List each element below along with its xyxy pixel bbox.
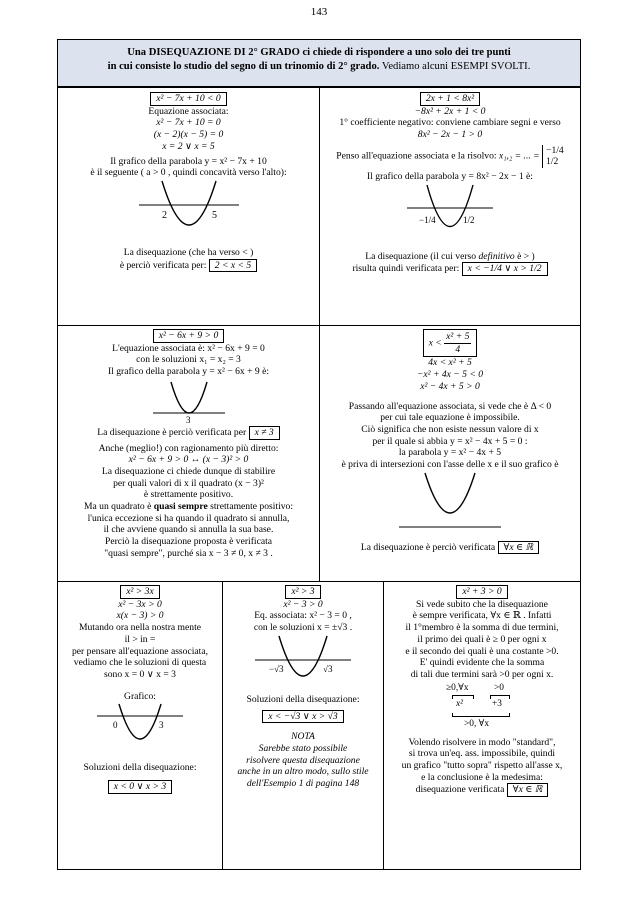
ex7-line: e la conclusione è la medesima: bbox=[421, 771, 543, 783]
ex7-line: Volendo risolvere in modo "standard", bbox=[408, 736, 556, 748]
ex6-note-line: anche in un altro modo, sullo stile bbox=[237, 766, 369, 778]
examples-grid bbox=[57, 87, 581, 870]
ex3-line: L'equazione associata è: x² − 6x + 9 = 0 bbox=[112, 342, 265, 354]
ex2-conclusion: risulta quindi verificata per: x < −1/4 ∨ x > 1/2 bbox=[320, 262, 580, 276]
ex2-solution: x < −1/4 ∨ x > 1/2 bbox=[462, 262, 548, 276]
ex7-line: un grafico "tutto sopra" rispetto all'asse x, bbox=[401, 760, 563, 772]
example-7 bbox=[384, 585, 580, 869]
ex4-solution: ∀x ∈ ℝ bbox=[498, 541, 540, 555]
ex3-line: x² − 6x + 9 > 0 ↔ (x − 3)² > 0 bbox=[128, 454, 249, 466]
ex4-line: per cui tale equazione è impossibile. bbox=[380, 412, 520, 424]
ex5-line: Soluzioni della disequazione: bbox=[83, 762, 197, 774]
ex2-roots-line: Penso all'equazione associata e la risolvo: x₁,₂ = ... = −1/4 1/2 bbox=[336, 144, 564, 168]
ex6-line: Eq. associata: x² − 3 = 0 , bbox=[254, 610, 352, 622]
example-1 bbox=[58, 92, 319, 324]
ex4-line: −x² + 4x − 5 < 0 bbox=[416, 369, 484, 381]
ex5-line: per pensare all'equazione associata, bbox=[72, 645, 208, 657]
ex3-line: Anche (meglio!) con ragionamento più diretto: bbox=[98, 442, 279, 454]
ex6-parabola-graph bbox=[253, 634, 353, 690]
ex6-note-line: dell'Esempio 1 di pagina 148 bbox=[246, 778, 360, 790]
header-banner bbox=[57, 39, 581, 87]
ex2-line: Il grafico della parabola y = 8x² − 2x − 1 è: bbox=[367, 170, 533, 182]
ex2-root-1: −1/4 bbox=[546, 144, 564, 156]
ex3-line: "quasi sempre", purché sia x − 3 ≠ 0, x ≠ 3 . bbox=[104, 547, 273, 559]
example-6 bbox=[223, 585, 383, 869]
ex5-root-a: 0 bbox=[113, 720, 118, 731]
ex4-line: Ciò significa che non esiste nessun valore di x bbox=[361, 423, 539, 435]
ex1-inequality: x² − 7x + 10 < 0 bbox=[150, 92, 226, 106]
ex1-line: Il grafico della parabola y = x² − 7x + 10 bbox=[110, 155, 267, 167]
ex5-line: x² − 3x > 0 bbox=[118, 598, 162, 610]
ex5-root-b: 3 bbox=[159, 720, 164, 731]
page-number: 143 bbox=[310, 6, 328, 18]
ex3-parabola-graph bbox=[149, 378, 229, 424]
example-2 bbox=[320, 92, 580, 324]
ex4-inequality: x < $\frac{\text{x² + 5}}{4}$ bbox=[423, 329, 478, 357]
ex3-line: per quali valori di x il quadrato (x − 3)² bbox=[113, 477, 264, 489]
ex1-line: La disequazione (che ha verso < ) bbox=[123, 246, 254, 258]
ex4-line: Passando all'equazione associata, si vede che è Δ < 0 bbox=[348, 400, 552, 412]
ex4-line: la parabola y = x² − 4x + 5 bbox=[398, 447, 502, 459]
ex7-line: Si vede subito che la disequazione bbox=[416, 598, 548, 610]
ex4-line: x² − 4x + 5 > 0 bbox=[420, 380, 480, 392]
ex6-line: Soluzioni della disequazione: bbox=[246, 693, 360, 705]
ex6-line: x² − 3 > 0 bbox=[283, 598, 323, 610]
ex2-line: 1° coefficiente negativo: conviene cambiare segni e verso bbox=[339, 117, 561, 129]
ex1-line: (x − 2)(x − 5) = 0 bbox=[153, 129, 224, 141]
ex7-underbrace-diagram: ≥0,∀x >0 x² +3 >0, ∀x bbox=[442, 683, 522, 735]
ex2-inequality: 2x + 1 < 8x² bbox=[420, 92, 480, 106]
ex5-line: sono x = 0 ∨ x = 3 bbox=[104, 668, 176, 680]
ex1-conclusion: è perciò verificata per: 2 < x < 5 bbox=[58, 259, 319, 273]
ex3-solution: x ≠ 3 bbox=[249, 426, 280, 440]
ex3-line: l'unica eccezione si ha quando il quadrato si annulla, bbox=[87, 512, 290, 524]
ex6-root-b: √3 bbox=[323, 663, 333, 674]
ex3-conclusion: La disequazione è perciò verificata per x ≠ 3 bbox=[58, 426, 319, 440]
ex7-line: il 1°membro è la somma di due termini, bbox=[405, 622, 559, 634]
ex5-line: Grafico: bbox=[124, 690, 156, 702]
ex7-conclusion: disequazione verificata ∀x ∈ ℝ bbox=[384, 783, 580, 797]
example-4 bbox=[320, 329, 580, 580]
ex6-root-a: −√3 bbox=[269, 663, 284, 674]
ex1-solution: 2 < x < 5 bbox=[209, 259, 257, 273]
ex6-note-line: risolvere questa disequazione bbox=[246, 754, 360, 766]
ex5-inequality: x² > 3x bbox=[120, 585, 159, 599]
ex4-conclusion: La disequazione è perciò verificata ∀x ∈ ℝ bbox=[320, 541, 580, 555]
ex2-line: 8x² − 2x − 1 > 0 bbox=[417, 129, 483, 141]
ex1-line: Equazione associata: bbox=[148, 105, 229, 117]
ex4-line: 4x < x² + 5 bbox=[428, 357, 472, 369]
ex1-line: x² − 7x + 10 = 0 bbox=[156, 117, 221, 129]
ex3-line: La disequazione ci chiede dunque di stabilire bbox=[101, 465, 276, 477]
ex2-root-b: 1/2 bbox=[463, 214, 475, 225]
ex3-line: con le soluzioni x₁ = x₂ = 3 bbox=[136, 354, 241, 366]
ex3-line-quasi: Ma un quadrato è quasi sempre strettamente positivo: bbox=[83, 501, 293, 513]
ex2-line: −8x² + 2x + 1 < 0 bbox=[414, 105, 486, 117]
ex6-line: con le soluzioni x = ±√3 . bbox=[253, 622, 353, 634]
ex7-line: il primo dei quali è ≥ 0 per ogni x bbox=[417, 633, 547, 645]
ex1-line: è il seguente ( a > 0 , quindi concavità verso l'alto): bbox=[90, 167, 287, 179]
ex5-line: x(x − 3) > 0 bbox=[116, 610, 164, 622]
ex2-conclusion-1: La disequazione (il cui verso definitivo è > ) bbox=[365, 250, 535, 262]
ex1-root-b: 5 bbox=[211, 209, 217, 221]
ex6-note-line: Sarebbe stato possibile bbox=[258, 742, 348, 754]
header-line-1: Una DISEQUAZIONE DI 2° GRADO ci chiede di rispondere a uno solo dei tre punti bbox=[127, 47, 511, 58]
ex3-line: Perciò la disequazione proposta è verificata bbox=[104, 536, 273, 548]
ex7-line: è sempre verificata, ∀x ∈ ℝ . Infatti bbox=[412, 610, 552, 622]
ex3-line: è strettamente positivo. bbox=[143, 489, 234, 501]
ex6-inequality: x² > 3 bbox=[285, 585, 320, 599]
ex5-line: vediamo che le soluzioni di questa bbox=[73, 657, 207, 669]
ex7-inequality: x² + 3 > 0 bbox=[456, 585, 507, 599]
ex5-parabola-graph bbox=[95, 702, 185, 750]
ex6-solution: x < −√3 ∨ x > √3 bbox=[262, 710, 343, 724]
ex5-line: il > in = bbox=[124, 633, 156, 645]
example-3 bbox=[58, 329, 319, 580]
ex7-line: di tali due termini sarà >0 per ogni x. bbox=[410, 668, 554, 680]
ex2-root-a: −1/4 bbox=[419, 214, 436, 225]
ex4-line: per il quale si abbia y = x² − 4x + 5 = 0 : bbox=[372, 435, 528, 447]
ex2-parabola-graph bbox=[405, 183, 495, 245]
ex1-line: x = 2 ∨ x = 5 bbox=[162, 140, 215, 152]
ex4-line: è priva di intersezioni con l'asse delle x e il suo grafico è bbox=[341, 459, 559, 471]
ex7-line: E' quindi evidente che la somma bbox=[419, 657, 545, 669]
example-5 bbox=[58, 585, 222, 869]
ex7-line: si trova un'eq. ass. impossibile, quindi bbox=[408, 748, 556, 760]
ex3-root: 3 bbox=[185, 414, 190, 424]
ex4-parabola-graph bbox=[395, 471, 505, 533]
ex3-line: Il grafico della parabola y = x² − 6x + 9 è: bbox=[107, 366, 270, 378]
ex3-inequality: x² − 6x + 9 > 0 bbox=[153, 329, 225, 343]
ex7-solution: ∀x ∈ ℝ bbox=[507, 783, 549, 797]
ex6-note-title: NOTA bbox=[291, 731, 315, 743]
ex1-parabola-graph bbox=[134, 179, 244, 239]
ex2-root-2: 1/2 bbox=[546, 156, 559, 168]
ex5-solution: x < 0 ∨ x > 3 bbox=[108, 780, 172, 794]
ex1-root-a: 2 bbox=[161, 209, 167, 221]
ex3-line: il che avviene quando si annulla la sua base. bbox=[103, 524, 274, 536]
ex7-line: e il secondo dei quali è una costante >0. bbox=[405, 645, 559, 657]
ex5-line: Mutando ora nella nostra mente bbox=[78, 622, 202, 634]
header-line-2: in cui consiste lo studio del segno di un trinomio di 2° grado. Vediamo alcuni ESEMPI SVOLTI. bbox=[107, 61, 531, 73]
